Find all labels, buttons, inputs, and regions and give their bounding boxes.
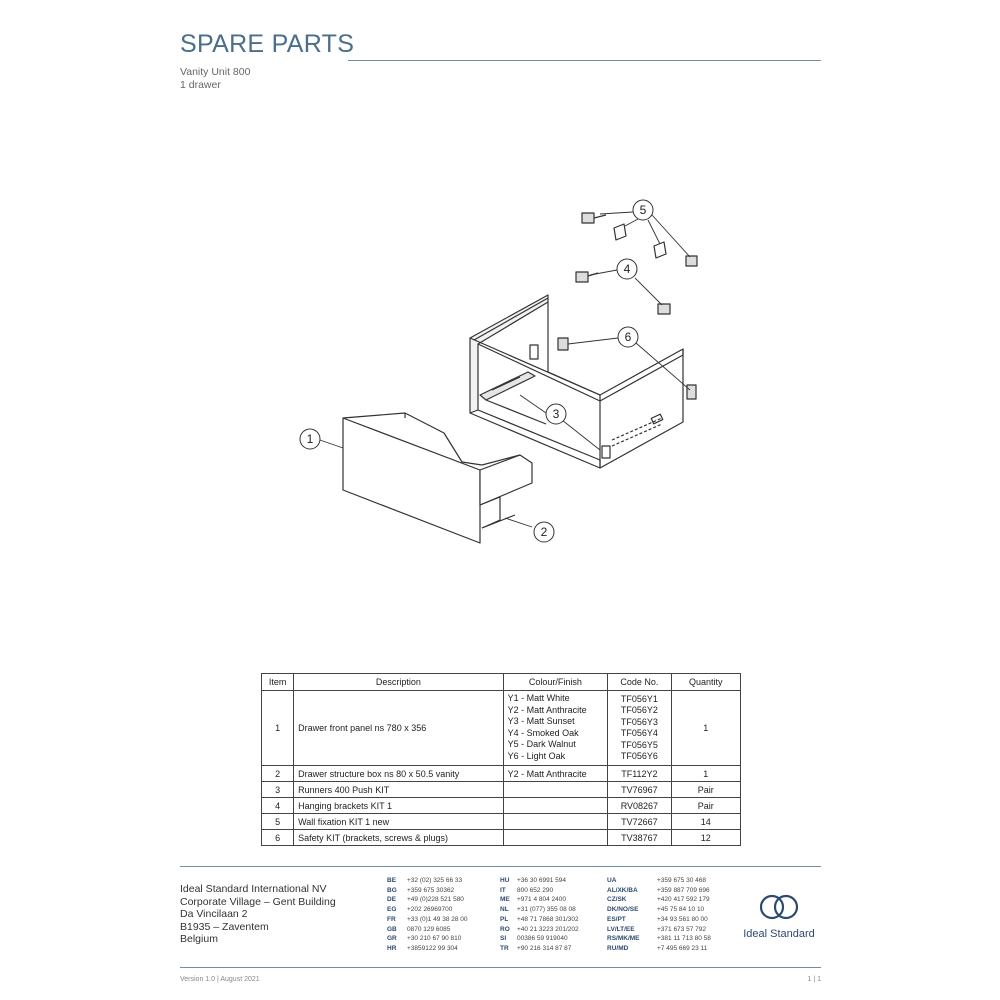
contact-row [607,925,711,935]
table-row [262,766,741,782]
cell-item: 5 [262,814,294,830]
address-line: Da Vincilaan 2 [180,908,248,921]
country-code: ME [500,896,510,904]
version-info: Version 1.0 | August 2021 [180,976,260,983]
address-line: Corporate Village – Gent Building [180,895,336,908]
phone-number: +48 71 7868 301/302 [517,915,579,923]
cell-quantity: 1 [671,766,741,782]
cell-finish [503,830,608,846]
cell-description: Hanging brackets KIT 1 [294,798,503,814]
header-description: Description [294,674,503,691]
phone-number: +33 (0)1 49 38 28 00 [407,915,468,923]
footer-top-divider [180,866,821,867]
contact-row [500,934,579,944]
contact-row [607,934,711,944]
footer-bottom-divider [180,967,821,968]
finish-option: Y5 - Dark Walnut [507,739,576,749]
address-line: B1935 – Zaventem [180,920,269,933]
contact-row [500,944,579,954]
phone-number: +3859122 99 304 [407,944,458,952]
code-value: TF056Y1 [620,693,658,704]
table-row [262,798,741,814]
callout-1 [300,429,320,449]
table-row [262,691,741,766]
country-code: AL/XK/BA [607,886,638,894]
address-line: Ideal Standard International NV [180,883,327,895]
contact-row [607,886,711,896]
cell-quantity: Pair [671,782,741,798]
contact-row [387,934,468,944]
phone-number: +36 30 6991 594 [517,877,566,884]
phone-number: +202 26969700 [407,906,453,914]
country-code: UA [607,877,617,884]
cell-item: 1 [262,691,294,766]
phone-number: +45 75 84 10 10 [657,906,705,914]
cell-code: TV76967 [608,782,671,798]
cell-code: TF112Y2 [608,766,671,782]
product-name: Vanity Unit 800 [180,66,251,78]
country-code: TR [500,944,509,952]
contact-row [387,944,468,954]
contact-row [607,905,711,915]
phone-number: 0870 129 6085 [407,925,451,933]
cell-item: 6 [262,830,294,846]
brand-name: Ideal Standard [743,928,815,940]
cell-description: Runners 400 Push KIT [294,782,503,798]
country-code: HR [387,944,397,952]
finish-option: Y1 - Matt White [507,693,570,703]
cell-finish [503,798,608,814]
phone-number: +90 216 314 87 87 [517,944,572,952]
address-line: Belgium [180,933,218,946]
country-code: RU/MD [607,944,629,952]
phone-number: +49 (0)228 521 580 [407,896,464,904]
callout-6-label: 6 [624,330,632,344]
drawer-assembly [343,413,532,543]
cell-finish [503,814,608,830]
country-code: RO [500,925,510,933]
cabinet-carcass [470,295,683,468]
wall-fixation-parts [582,213,697,266]
table-header-row [262,674,741,691]
cell-code-list [608,691,671,766]
contacts-column-2 [500,876,579,954]
contact-row [500,915,579,925]
phone-number: +971 4 804 2400 [517,896,566,904]
code-value: TF056Y3 [620,716,658,727]
country-code: CZ/SK [607,896,627,904]
country-code: DK/NO/SE [607,906,639,914]
product-variant: 1 drawer [180,79,221,91]
finish-option: Y2 - Matt Anthracite [507,704,587,715]
code-value: TF056Y6 [620,751,658,761]
callout-3 [546,404,566,424]
cell-code: TV38767 [608,830,671,846]
cell-description: Drawer structure box ns 80 x 50.5 vanity [294,766,503,782]
contact-row [607,876,711,886]
table-row [262,782,741,798]
country-code: IT [500,886,506,894]
phone-number: +359 887 709 696 [657,886,710,894]
contact-row [387,886,468,896]
callout-2 [534,522,554,542]
cell-finish [503,782,608,798]
country-code: NL [500,906,509,914]
contact-row [500,895,579,905]
country-code: LV/LT/EE [607,925,635,933]
country-code: GR [387,935,397,943]
page-number: 1 | 1 [807,976,821,983]
contact-row [387,895,468,905]
cell-item: 2 [262,766,294,782]
contact-row [607,915,711,925]
country-code: FR [387,915,396,923]
phone-number: +30 210 67 90 810 [407,935,462,943]
phone-number: +420 417 592 179 [657,896,710,904]
phone-number: 800 652 290 [517,886,554,894]
cell-quantity: Pair [671,798,741,814]
code-value: TF056Y2 [620,705,658,715]
table-row [262,830,741,846]
finish-option: Y3 - Matt Sunset [507,716,575,726]
phone-number: +7 495 669 23 11 [657,944,708,952]
parts-table [261,673,741,846]
country-code: RS/MK/ME [607,935,640,943]
contact-row [500,925,579,935]
callout-5-label: 5 [639,203,647,217]
finish-option: Y6 - Light Oak [507,750,566,761]
contact-row [387,876,468,886]
phone-number: +359 675 30362 [407,886,455,894]
contact-row [500,905,579,915]
phone-number: +31 (077) 355 08 08 [517,906,576,914]
cell-item: 4 [262,798,294,814]
contact-row [607,944,711,954]
country-code: EG [387,906,397,914]
phone-number: +32 (02) 325 66 33 [407,877,463,884]
contact-row [500,876,579,886]
country-code: DE [387,896,397,904]
callout-3-label: 3 [552,407,560,421]
country-code: ES/PT [607,915,626,923]
cell-finish: Y2 - Matt Anthracite [503,766,608,782]
callout-5 [633,200,653,220]
phone-number: +371 673 57 792 [657,925,706,933]
cell-description: Safety KIT (brackets, screws & plugs) [294,830,503,846]
cell-code: TV72667 [608,814,671,830]
cell-finish-list [503,691,608,766]
finish-option: Y4 - Smoked Oak [507,727,579,738]
table-row [262,814,741,830]
cell-quantity: 1 [671,691,741,766]
phone-number: +40 21 3223 201/202 [517,925,579,933]
header-colour: Colour/Finish [503,674,608,691]
cell-item: 3 [262,782,294,798]
country-code: HU [500,877,510,884]
country-code: PL [500,915,509,923]
header-item: Item [262,674,294,691]
contact-row [387,915,468,925]
callout-6 [618,327,638,347]
code-value: TF056Y5 [620,739,658,750]
cell-code: RV08267 [608,798,671,814]
callout-4 [617,259,637,279]
brand-logo [734,893,824,940]
phone-number: +359 675 30 468 [657,877,706,884]
header-quantity: Quantity [671,674,741,691]
cell-quantity: 14 [671,814,741,830]
phone-number: 00386 59 919040 [517,935,568,943]
country-code: SI [500,935,507,943]
header-code: Code No. [608,674,671,691]
callout-1-label: 1 [306,432,314,446]
contact-row [387,905,468,915]
country-code: BE [387,877,397,884]
country-code: BG [387,886,397,894]
cell-description: Drawer front panel ns 780 x 356 [294,691,503,766]
phone-number: +34 93 561 80 00 [657,915,708,923]
contacts-column-3 [607,876,711,954]
code-value: TF056Y4 [620,728,658,738]
cell-description: Wall fixation KIT 1 new [294,814,503,830]
callout-4-label: 4 [623,262,631,276]
company-address [180,883,336,946]
logo-mark-icon [757,893,801,921]
page-title: SPARE PARTS [180,30,355,58]
phone-number: +381 11 713 80 58 [657,935,711,943]
country-code: GB [387,925,397,933]
contact-row [387,925,468,935]
contacts-column-1 [387,876,468,954]
cell-quantity: 12 [671,830,741,846]
contact-row [500,886,579,896]
contact-row [607,895,711,905]
callout-2-label: 2 [540,525,548,539]
